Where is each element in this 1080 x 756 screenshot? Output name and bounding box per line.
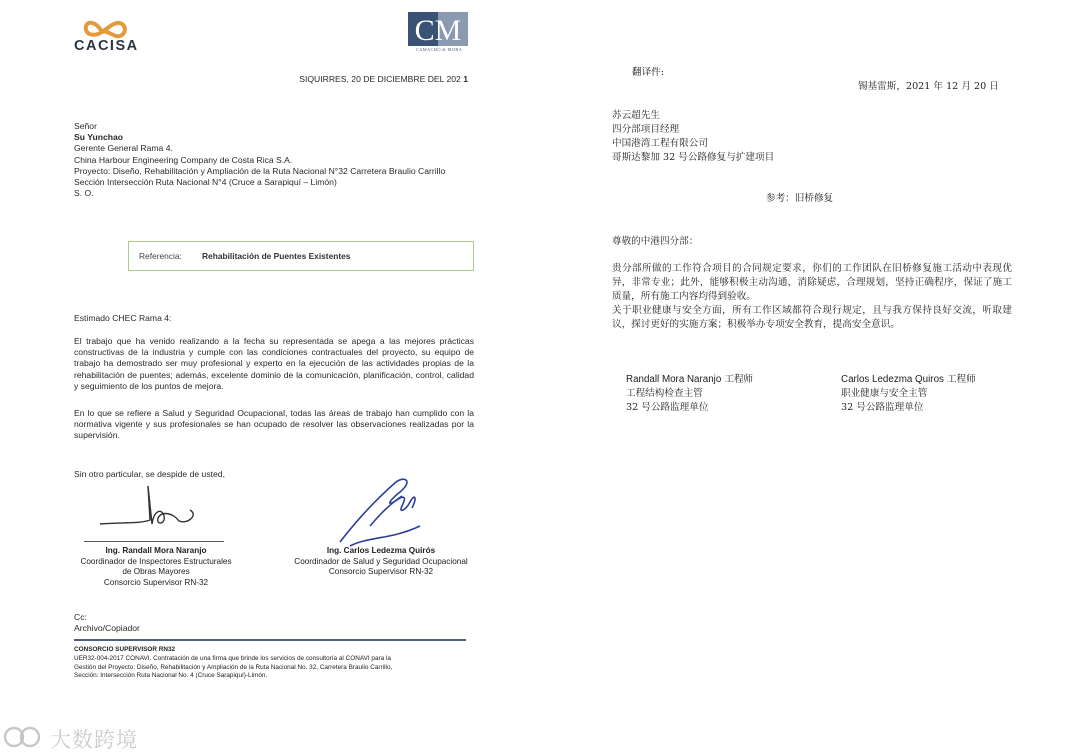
translation-signer-left (626, 373, 753, 415)
body-paragraph: En lo que se refiere a Salud y Seguridad Ocupacional, todas las áreas de trabajo han cumplido con la normativa vigente y sus profesionales se han ocupado de resolver las observaciones realizadas por la supervisión. (74, 408, 474, 441)
recipient-line: China Harbour Engineering Company de Costa Rica S.A. (74, 154, 293, 165)
signer-name: Ing. Randall Mora Naranjo (105, 546, 207, 555)
footer-title: CONSORCIO SUPERVISOR RN32 (74, 646, 176, 653)
translation-recipient (612, 109, 774, 165)
translation-reference: 参考：旧桥修复 (766, 193, 834, 204)
recipient-line: Gerente General Rama 4. (74, 143, 173, 154)
recipient-line: Proyecto: Diseño, Rehabilitación y Ampliación de la Ruta Nacional N°32 Carretera Braulio Carrillo (74, 165, 446, 176)
body-paragraph: El trabajo que ha venido realizando a la fecha su representada se apega a las mejores prácticas constructivas de la industria y cumple con las condiciones contractuales del proyecto, su equipo de trabajo ha demostrado ser muy profesional y experto en la ejecución de las actividades propias de la rehabilitación de puentes; además, excelente dominio de la comunicación, planificación, control, calidad y seguimiento de los puntos de mejora. (74, 336, 474, 391)
signer-name: Carlos Ledezma Quiros (841, 374, 944, 385)
cacisa-wordmark: CACISA (74, 38, 139, 54)
footer-line: Gestión del Proyecto: Diseño, Rehabilitación y Ampliación de la Ruta Nacional No. 32, Carretera Braulio Carrillo, (74, 663, 393, 671)
signer-role: 职业健康与安全主管 (841, 388, 928, 399)
recipient-line: S. O. (74, 188, 94, 199)
recipient-name: Su Yunchao (74, 132, 124, 143)
translation-header: 翻译件: (632, 67, 665, 78)
footer-line: Sección: Intersección Ruta Nacional No. 4 (Cruce Sarapiquí)-Limón. (74, 672, 268, 680)
signer-title: 工程师 (943, 374, 976, 385)
reference-value: Rehabilitación de Puentes Existentes (202, 251, 351, 261)
signer-role: Coordinador de Inspectores Estructurales (80, 556, 232, 566)
closing-line: Sin otro particular, se despide de usted, (74, 469, 225, 479)
signer-name: Ing. Carlos Ledezma Quirós (326, 546, 436, 555)
recipient-line: 苏云超先生 (612, 110, 660, 121)
recipient-line: 四分部项目经理 (612, 124, 680, 135)
signer-role: 工程结构检查主管 (626, 388, 703, 399)
svg-text:CM: CM (414, 14, 462, 47)
body-paragraph: 关于职业健康与安全方面，所有工作区域都符合现行规定，且与我方保持良好交流，听取建议，探讨更好的实施方案；积极举办专项安全教育，提高安全意识。 (612, 305, 1012, 330)
watermark-text: 大数跨境 (50, 728, 138, 752)
signer-role: 32 号公路监理单位 (841, 402, 924, 413)
body-paragraph: 贵分部所做的工作符合项目的合同规定要求，你们的工作团队在旧桥修复施工活动中表现优异，非常专业；此外，能够积极主动沟通，消除疑虑，合理规划，坚持正确程序，保证了施工质量，所有施工内容均得到验收。 (612, 263, 1012, 302)
translation-signer-right (841, 373, 976, 415)
recipient-line: 中国港湾工程有限公司 (612, 138, 708, 149)
camacho-mora-caption: CAMACHO & MORA (415, 47, 463, 52)
cc-block (74, 612, 140, 634)
signer-right (292, 546, 470, 578)
reference-label: Referencia: (139, 251, 182, 261)
translation-greeting: 尊敬的中港四分部： (612, 236, 699, 247)
recipient-block (74, 121, 494, 199)
signer-role: de Obras Mayores (122, 567, 190, 577)
translation-body (612, 262, 1012, 332)
date-text: SIQUIRRES, 20 DE DICIEMBRE DEL 202 (299, 74, 461, 84)
signer-role: Consorcio Supervisor RN-32 (328, 567, 434, 577)
chinese-translation (540, 0, 1080, 756)
greeting: Estimado CHEC Rama 4: (74, 313, 172, 323)
date-line (240, 74, 468, 84)
recipient-line: Sección Intersección Ruta Nacional N°4 (Cruce a Sarapiquí – Limón) (74, 177, 337, 188)
footer-divider (74, 639, 466, 641)
signer-role: 32 号公路监理单位 (626, 402, 709, 413)
date-suffix: 1 (463, 74, 468, 84)
signer-role: Coordinador de Salud y Seguridad Ocupacional (294, 556, 468, 566)
cc-value: Archivo/Copiador (74, 623, 140, 634)
letter-footer (74, 646, 474, 681)
translation-date: 锡基雷斯，2021 年 12 月 20 日 (858, 81, 999, 92)
reference-box (128, 241, 474, 271)
signer-left (74, 546, 238, 588)
signer-role: Consorcio Supervisor RN-32 (103, 577, 209, 587)
signature-right-icon (330, 466, 430, 552)
cc-label: Cc: (74, 612, 87, 622)
signer-title: 工程师 (721, 374, 754, 385)
signer-name: Randall Mora Naranjo (626, 374, 722, 385)
recipient-salutation: Señor (74, 121, 97, 131)
signature-left-icon (90, 480, 230, 540)
camacho-mora-logo-icon (408, 12, 468, 48)
footer-line: UER32-004-2017 CONAVI. Contratación de una firma que brinde los servicios de consultoría al CONAVI para la (74, 654, 391, 662)
recipient-line: 哥斯达黎加 32 号公路修复与扩建项目 (612, 152, 775, 163)
signature-line (84, 541, 224, 542)
